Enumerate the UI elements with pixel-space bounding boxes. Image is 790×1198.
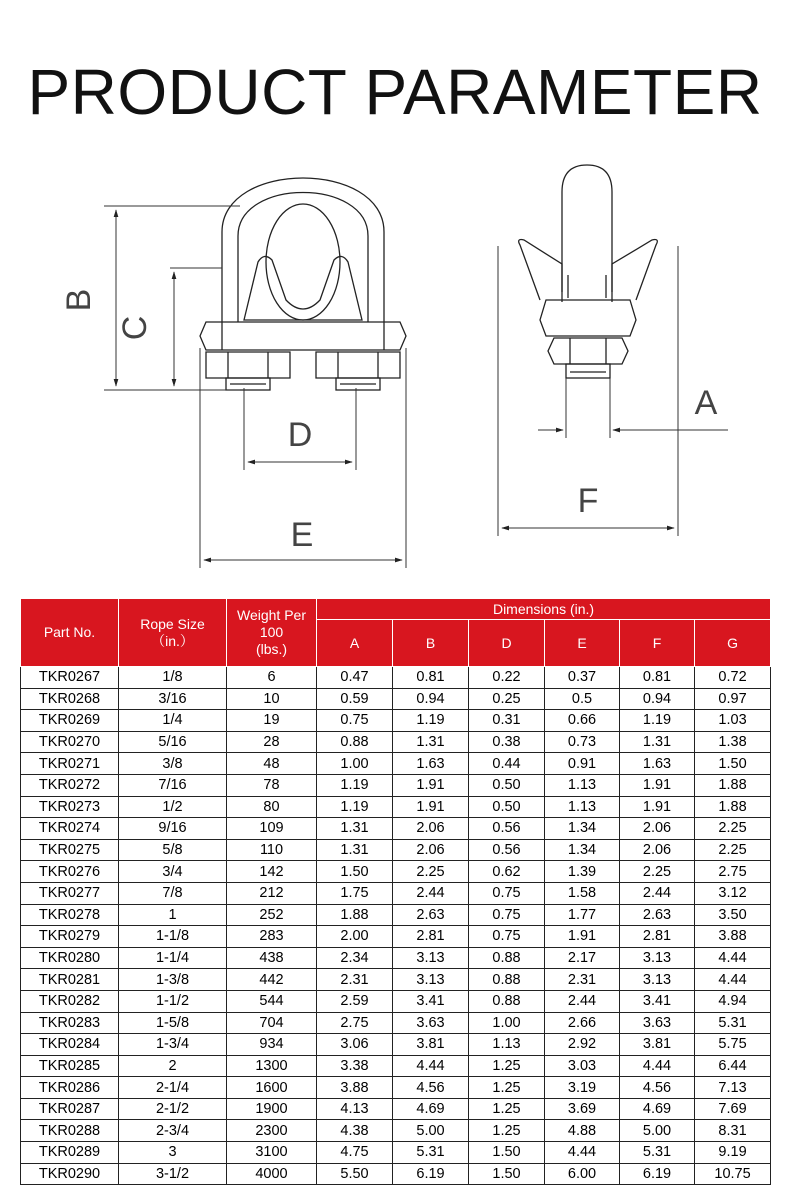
cell-dim-e: 0.91 [545,753,620,775]
cell-dim-e: 1.34 [545,839,620,861]
wire-rope-clip-drawing [0,130,790,590]
cell-weight: 934 [227,1034,317,1056]
cell-dim-a: 1.88 [317,904,393,926]
cell-dim-d: 1.50 [469,1163,545,1185]
cell-dim-e: 3.19 [545,1077,620,1099]
cell-dim-f: 0.94 [620,688,695,710]
cell-dim-a: 5.50 [317,1163,393,1185]
cell-dim-a: 0.88 [317,731,393,753]
cell-weight: 48 [227,753,317,775]
cell-dim-e: 2.92 [545,1034,620,1056]
cell-dim-d: 0.38 [469,731,545,753]
cell-dim-e: 4.44 [545,1142,620,1164]
table-row [21,1163,771,1185]
table-row [21,1012,771,1034]
cell-dim-a: 1.19 [317,796,393,818]
cell-dim-g: 0.97 [695,688,771,710]
cell-dim-g: 4.44 [695,969,771,991]
cell-dim-a: 1.75 [317,882,393,904]
cell-dim-d: 0.75 [469,904,545,926]
header-dim-b: B [393,620,469,667]
cell-rope-size: 1/2 [119,796,227,818]
cell-dim-a: 1.31 [317,818,393,840]
cell-rope-size: 1-5/8 [119,1012,227,1034]
cell-rope-size: 1-1/4 [119,947,227,969]
cell-part-no: TKR0282 [21,990,119,1012]
cell-dim-g: 3.88 [695,926,771,948]
cell-dim-f: 3.13 [620,969,695,991]
cell-dim-b: 0.94 [393,688,469,710]
cell-dim-g: 1.88 [695,774,771,796]
cell-dim-f: 2.06 [620,839,695,861]
product-parameter-table [20,598,771,1185]
cell-dim-d: 1.25 [469,1077,545,1099]
cell-dim-b: 3.41 [393,990,469,1012]
cell-weight: 438 [227,947,317,969]
cell-dim-d: 1.00 [469,1012,545,1034]
cell-dim-f: 2.63 [620,904,695,926]
cell-dim-b: 2.06 [393,839,469,861]
cell-part-no: TKR0275 [21,839,119,861]
cell-dim-b: 1.31 [393,731,469,753]
table-row [21,839,771,861]
cell-rope-size: 7/8 [119,882,227,904]
cell-weight: 3100 [227,1142,317,1164]
cell-dim-d: 1.50 [469,1142,545,1164]
cell-weight: 28 [227,731,317,753]
cell-part-no: TKR0289 [21,1142,119,1164]
table-row [21,710,771,732]
cell-rope-size: 5/16 [119,731,227,753]
table-row [21,1055,771,1077]
cell-rope-size: 3-1/2 [119,1163,227,1185]
cell-weight: 142 [227,861,317,883]
cell-dim-g: 1.88 [695,796,771,818]
cell-dim-a: 1.50 [317,861,393,883]
cell-dim-a: 3.06 [317,1034,393,1056]
table-row [21,990,771,1012]
cell-dim-d: 1.13 [469,1034,545,1056]
cell-dim-e: 2.44 [545,990,620,1012]
header-dim-d: D [469,620,545,667]
cell-part-no: TKR0268 [21,688,119,710]
cell-dim-e: 1.34 [545,818,620,840]
page-title: PRODUCT PARAMETER [27,56,763,128]
cell-rope-size: 1/8 [119,667,227,689]
cell-part-no: TKR0288 [21,1120,119,1142]
cell-dim-a: 4.75 [317,1142,393,1164]
cell-dim-f: 2.44 [620,882,695,904]
cell-weight: 704 [227,1012,317,1034]
cell-dim-b: 2.44 [393,882,469,904]
header-dim-a: A [317,620,393,667]
cell-dim-a: 1.00 [317,753,393,775]
cell-dim-e: 6.00 [545,1163,620,1185]
table-row [21,1077,771,1099]
cell-dim-g: 2.25 [695,818,771,840]
cell-dim-d: 0.75 [469,882,545,904]
cell-weight: 283 [227,926,317,948]
cell-rope-size: 2 [119,1055,227,1077]
cell-weight: 1300 [227,1055,317,1077]
cell-part-no: TKR0286 [21,1077,119,1099]
cell-dim-b: 1.91 [393,774,469,796]
cell-dim-a: 2.75 [317,1012,393,1034]
cell-part-no: TKR0290 [21,1163,119,1185]
cell-weight: 78 [227,774,317,796]
cell-dim-a: 4.13 [317,1098,393,1120]
cell-dim-g: 5.31 [695,1012,771,1034]
cell-dim-g: 4.94 [695,990,771,1012]
cell-part-no: TKR0278 [21,904,119,926]
cell-part-no: TKR0277 [21,882,119,904]
table-row [21,731,771,753]
cell-dim-f: 1.19 [620,710,695,732]
cell-dim-b: 5.00 [393,1120,469,1142]
cell-dim-d: 0.88 [469,969,545,991]
cell-rope-size: 1-3/4 [119,1034,227,1056]
cell-dim-e: 2.66 [545,1012,620,1034]
header-rope-size: Rope Size （in.） [119,599,227,667]
cell-dim-b: 0.81 [393,667,469,689]
cell-dim-g: 2.25 [695,839,771,861]
cell-dim-b: 4.56 [393,1077,469,1099]
cell-weight: 10 [227,688,317,710]
cell-rope-size: 7/16 [119,774,227,796]
cell-dim-b: 3.13 [393,969,469,991]
cell-part-no: TKR0287 [21,1098,119,1120]
cell-dim-f: 1.31 [620,731,695,753]
table-row [21,947,771,969]
cell-dim-g: 3.50 [695,904,771,926]
cell-part-no: TKR0271 [21,753,119,775]
table-row [21,1120,771,1142]
cell-dim-f: 5.31 [620,1142,695,1164]
cell-rope-size: 1-1/2 [119,990,227,1012]
table-body [21,667,771,1185]
cell-dim-e: 3.69 [545,1098,620,1120]
cell-dim-d: 0.50 [469,796,545,818]
cell-part-no: TKR0270 [21,731,119,753]
cell-dim-g: 5.75 [695,1034,771,1056]
cell-dim-e: 0.73 [545,731,620,753]
header-weight: Weight Per 100 (lbs.) [227,599,317,667]
table-row [21,969,771,991]
cell-dim-e: 1.77 [545,904,620,926]
table-row [21,861,771,883]
cell-dim-g: 6.44 [695,1055,771,1077]
cell-dim-f: 4.69 [620,1098,695,1120]
cell-dim-f: 2.81 [620,926,695,948]
cell-dim-d: 1.25 [469,1098,545,1120]
header-dim-e: E [545,620,620,667]
cell-dim-g: 1.38 [695,731,771,753]
cell-weight: 2300 [227,1120,317,1142]
cell-dim-a: 3.88 [317,1077,393,1099]
cell-dim-g: 3.12 [695,882,771,904]
cell-dim-d: 0.44 [469,753,545,775]
front-view-clip [200,178,406,390]
cell-weight: 544 [227,990,317,1012]
cell-dim-b: 2.25 [393,861,469,883]
cell-dim-g: 9.19 [695,1142,771,1164]
cell-part-no: TKR0283 [21,1012,119,1034]
dim-label-B: B [60,288,98,312]
cell-dim-e: 1.58 [545,882,620,904]
cell-part-no: TKR0281 [21,969,119,991]
cell-dim-f: 4.56 [620,1077,695,1099]
table-row [21,1034,771,1056]
dim-label-F: F [577,482,599,520]
cell-rope-size: 2-1/4 [119,1077,227,1099]
cell-dim-f: 3.41 [620,990,695,1012]
cell-dim-f: 1.91 [620,774,695,796]
cell-weight: 442 [227,969,317,991]
cell-dim-d: 0.88 [469,947,545,969]
cell-dim-b: 1.19 [393,710,469,732]
cell-dim-e: 0.37 [545,667,620,689]
cell-dim-f: 1.91 [620,796,695,818]
cell-part-no: TKR0269 [21,710,119,732]
cell-dim-f: 3.81 [620,1034,695,1056]
cell-rope-size: 3 [119,1142,227,1164]
cell-dim-d: 0.88 [469,990,545,1012]
cell-rope-size: 3/16 [119,688,227,710]
cell-part-no: TKR0284 [21,1034,119,1056]
cell-dim-b: 5.31 [393,1142,469,1164]
cell-rope-size: 3/8 [119,753,227,775]
cell-dim-f: 1.63 [620,753,695,775]
cell-dim-e: 3.03 [545,1055,620,1077]
table-row [21,818,771,840]
cell-dim-g: 1.03 [695,710,771,732]
cell-dim-e: 1.13 [545,796,620,818]
cell-dim-a: 1.19 [317,774,393,796]
cell-rope-size: 3/4 [119,861,227,883]
dim-label-D: D [287,416,313,454]
cell-dim-a: 2.34 [317,947,393,969]
cell-dim-a: 4.38 [317,1120,393,1142]
cell-rope-size: 1/4 [119,710,227,732]
cell-dim-e: 0.66 [545,710,620,732]
cell-dim-d: 1.25 [469,1055,545,1077]
cell-dim-e: 1.39 [545,861,620,883]
cell-part-no: TKR0279 [21,926,119,948]
cell-rope-size: 9/16 [119,818,227,840]
cell-dim-d: 0.56 [469,818,545,840]
cell-dim-f: 2.06 [620,818,695,840]
cell-weight: 1900 [227,1098,317,1120]
cell-dim-b: 2.63 [393,904,469,926]
cell-dim-d: 0.22 [469,667,545,689]
cell-dim-f: 3.63 [620,1012,695,1034]
cell-dim-d: 1.25 [469,1120,545,1142]
cell-rope-size: 2-1/2 [119,1098,227,1120]
cell-dim-g: 0.72 [695,667,771,689]
cell-dim-f: 0.81 [620,667,695,689]
cell-dim-a: 1.31 [317,839,393,861]
cell-part-no: TKR0280 [21,947,119,969]
cell-dim-a: 2.31 [317,969,393,991]
cell-rope-size: 5/8 [119,839,227,861]
table-row [21,1098,771,1120]
table-row [21,688,771,710]
cell-weight: 212 [227,882,317,904]
cell-weight: 6 [227,667,317,689]
cell-dim-g: 7.69 [695,1098,771,1120]
cell-dim-d: 0.50 [469,774,545,796]
table-row [21,904,771,926]
header-dimensions: Dimensions (in.) [317,599,771,620]
cell-part-no: TKR0272 [21,774,119,796]
cell-dim-d: 0.75 [469,926,545,948]
header-dim-f: F [620,620,695,667]
cell-dim-b: 4.44 [393,1055,469,1077]
cell-dim-g: 1.50 [695,753,771,775]
table-row [21,796,771,818]
cell-part-no: TKR0285 [21,1055,119,1077]
cell-dim-b: 4.69 [393,1098,469,1120]
cell-dim-d: 0.31 [469,710,545,732]
cell-dim-d: 0.25 [469,688,545,710]
cell-weight: 80 [227,796,317,818]
table-row [21,753,771,775]
cell-dim-e: 0.5 [545,688,620,710]
dim-label-E: E [290,516,314,554]
cell-dim-f: 2.25 [620,861,695,883]
cell-weight: 4000 [227,1163,317,1185]
cell-dim-e: 2.17 [545,947,620,969]
side-view-clip [519,165,658,378]
dim-label-A: A [694,384,718,422]
cell-dim-b: 2.06 [393,818,469,840]
cell-part-no: TKR0276 [21,861,119,883]
cell-dim-b: 1.63 [393,753,469,775]
cell-rope-size: 1-3/8 [119,969,227,991]
cell-part-no: TKR0267 [21,667,119,689]
cell-dim-g: 4.44 [695,947,771,969]
cell-dim-e: 2.31 [545,969,620,991]
cell-dim-f: 6.19 [620,1163,695,1185]
cell-dim-a: 0.75 [317,710,393,732]
cell-dim-e: 4.88 [545,1120,620,1142]
cell-dim-g: 2.75 [695,861,771,883]
cell-dim-b: 6.19 [393,1163,469,1185]
header-dim-g: G [695,620,771,667]
cell-dim-b: 1.91 [393,796,469,818]
cell-weight: 19 [227,710,317,732]
cell-dim-a: 2.59 [317,990,393,1012]
cell-dim-f: 4.44 [620,1055,695,1077]
cell-dim-e: 1.91 [545,926,620,948]
table-row [21,667,771,689]
cell-part-no: TKR0273 [21,796,119,818]
cell-dim-g: 10.75 [695,1163,771,1185]
cell-dim-d: 0.62 [469,861,545,883]
dimension-lines [104,206,728,568]
cell-dim-a: 0.47 [317,667,393,689]
cell-weight: 110 [227,839,317,861]
cell-dim-a: 2.00 [317,926,393,948]
cell-rope-size: 1 [119,904,227,926]
cell-weight: 1600 [227,1077,317,1099]
header-part-no: Part No. [21,599,119,667]
cell-dim-b: 3.13 [393,947,469,969]
cell-dim-f: 5.00 [620,1120,695,1142]
cell-dim-e: 1.13 [545,774,620,796]
dim-label-C: C [116,315,154,341]
table-row [21,926,771,948]
cell-dim-d: 0.56 [469,839,545,861]
cell-weight: 252 [227,904,317,926]
table-row [21,1142,771,1164]
cell-rope-size: 2-3/4 [119,1120,227,1142]
table-row [21,774,771,796]
cell-dim-a: 0.59 [317,688,393,710]
cell-part-no: TKR0274 [21,818,119,840]
cell-dim-f: 3.13 [620,947,695,969]
cell-dim-a: 3.38 [317,1055,393,1077]
cell-dim-b: 3.63 [393,1012,469,1034]
table-row [21,882,771,904]
cell-dim-g: 7.13 [695,1077,771,1099]
cell-rope-size: 1-1/8 [119,926,227,948]
cell-dim-g: 8.31 [695,1120,771,1142]
cell-dim-b: 3.81 [393,1034,469,1056]
cell-weight: 109 [227,818,317,840]
cell-dim-b: 2.81 [393,926,469,948]
